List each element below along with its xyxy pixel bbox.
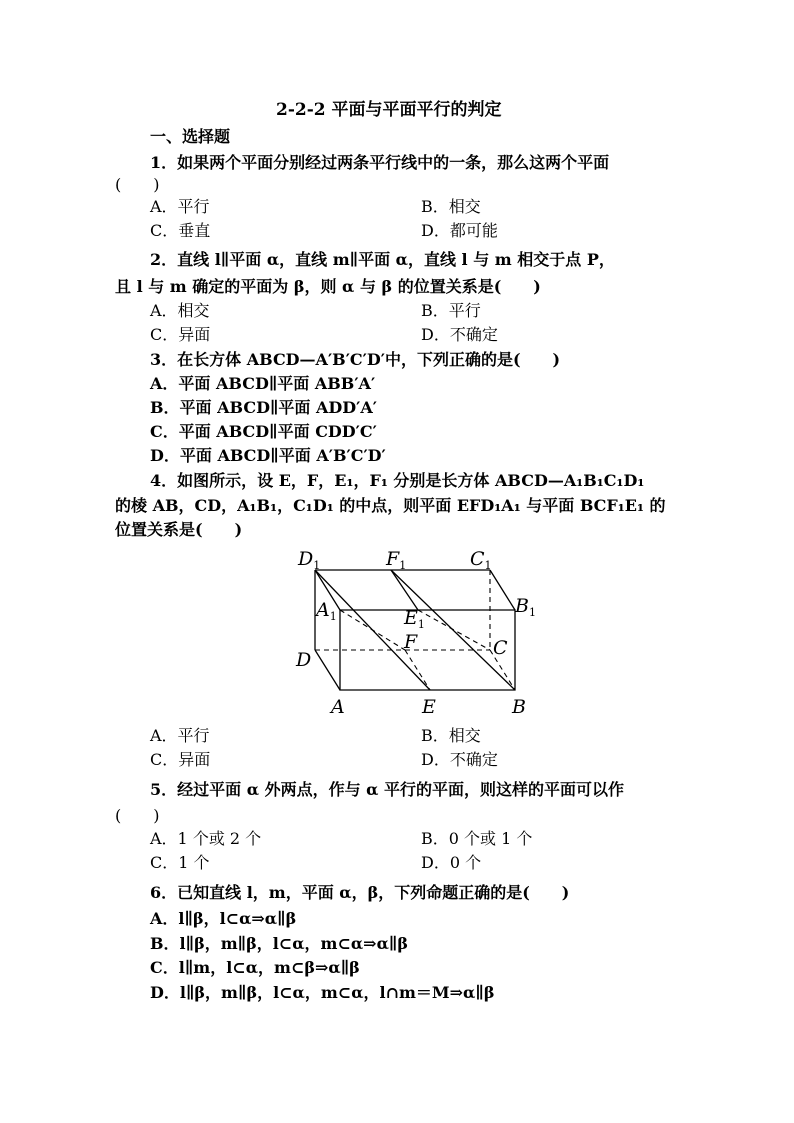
- q5-option-d: D．0 个: [421, 853, 482, 872]
- q2-option-a: A．相交: [150, 301, 210, 320]
- label-d: D: [296, 649, 312, 671]
- cuboid-figure: [290, 540, 550, 720]
- q1-option-b: B．相交: [421, 197, 481, 216]
- q4-option-c: C．异面: [150, 750, 211, 769]
- q2-stem-line2: 且 l 与 m 确定的平面为 β，则 α 与 β 的位置关系是( ): [115, 277, 541, 296]
- label-b: B: [512, 696, 526, 718]
- q1-stem: 1．如果两个平面分别经过两条平行线中的一条，那么这两个平面: [150, 153, 610, 172]
- q5-answer-paren: ( ): [115, 806, 160, 825]
- label-f: F: [404, 631, 418, 653]
- edge-e1c-hidden: [418, 610, 490, 650]
- edge-a1f-hidden: [340, 610, 405, 650]
- edge-fe-hidden: [405, 650, 430, 690]
- label-d1: $D_1$: [298, 548, 321, 572]
- edge-f1e1: [391, 570, 418, 610]
- q2-option-b: B．平行: [421, 301, 481, 320]
- q2-option-c: C．异面: [150, 325, 211, 344]
- q5-option-b: B．0 个或 1 个: [421, 829, 533, 848]
- q1-option-c: C．垂直: [150, 221, 211, 240]
- q4-stem-line3: 位置关系是( ): [115, 520, 243, 539]
- q4-option-a: A．平行: [150, 726, 210, 745]
- q3-option-a: A．平面 ABCD∥平面 ABB′A′: [150, 374, 376, 393]
- q2-stem-line1: 2．直线 l∥平面 α，直线 m∥平面 α，直线 l 与 m 相交于点 P，: [150, 250, 615, 269]
- q4-stem-line2: 的棱 AB，CD，A₁B₁，C₁D₁ 的中点，则平面 EFD₁A₁ 与平面 BCF₁E₁ 的: [115, 496, 666, 515]
- q6-option-c: C．l∥m，l⊂α，m⊂β⇒α∥β: [150, 958, 360, 977]
- q4-option-d: D．不确定: [421, 750, 498, 769]
- q1-option-a: A．平行: [150, 197, 210, 216]
- q3-option-d: D．平面 ABCD∥平面 A′B′C′D′: [150, 446, 386, 465]
- q2-option-d: D．不确定: [421, 325, 498, 344]
- q6-option-a: A．l∥β，l⊂α⇒α∥β: [150, 909, 297, 928]
- label-b1: $B_1$: [515, 595, 536, 619]
- page-title: 2-2-2 平面与平面平行的判定: [276, 100, 502, 120]
- q1-answer-paren: ( ): [115, 175, 160, 194]
- label-a1: $A_1$: [316, 599, 337, 623]
- label-c: C: [493, 637, 508, 659]
- q6-option-d: D．l∥β，m∥β，l⊂α，m⊂α，l∩m＝M⇒α∥β: [150, 983, 495, 1002]
- q6-stem: 6．已知直线 l，m，平面 α，β，下列命题正确的是( ): [150, 883, 570, 902]
- label-a: A: [331, 696, 345, 718]
- label-f1: $F_1$: [386, 548, 407, 572]
- q5-option-c: C．1 个: [150, 853, 210, 872]
- edge-da: [315, 650, 340, 690]
- q3-option-c: C．平面 ABCD∥平面 CDD′C′: [150, 422, 377, 441]
- label-c1: $C_1$: [470, 548, 492, 572]
- edge-c1b1: [490, 570, 515, 610]
- q4-stem-line1: 4．如图所示，设 E，F，E₁，F₁ 分别是长方体 ABCD—A₁B₁C₁D₁: [150, 471, 645, 490]
- q4-option-b: B．相交: [421, 726, 481, 745]
- q3-stem: 3．在长方体 ABCD—A′B′C′D′中，下列正确的是( ): [150, 350, 561, 369]
- q6-option-b: B．l∥β，m∥β，l⊂α，m⊂α⇒α∥β: [150, 934, 408, 953]
- label-e1: $E_1$: [404, 607, 425, 631]
- q1-option-d: D．都可能: [421, 221, 498, 240]
- section-heading: 一、选择题: [150, 127, 231, 146]
- q5-stem: 5．经过平面 α 外两点，作与 α 平行的平面，则这样的平面可以作: [150, 780, 625, 799]
- q3-option-b: B．平面 ABCD∥平面 ADD′A′: [150, 398, 377, 417]
- q5-option-a: A．1 个或 2 个: [150, 829, 262, 848]
- label-e: E: [422, 696, 436, 718]
